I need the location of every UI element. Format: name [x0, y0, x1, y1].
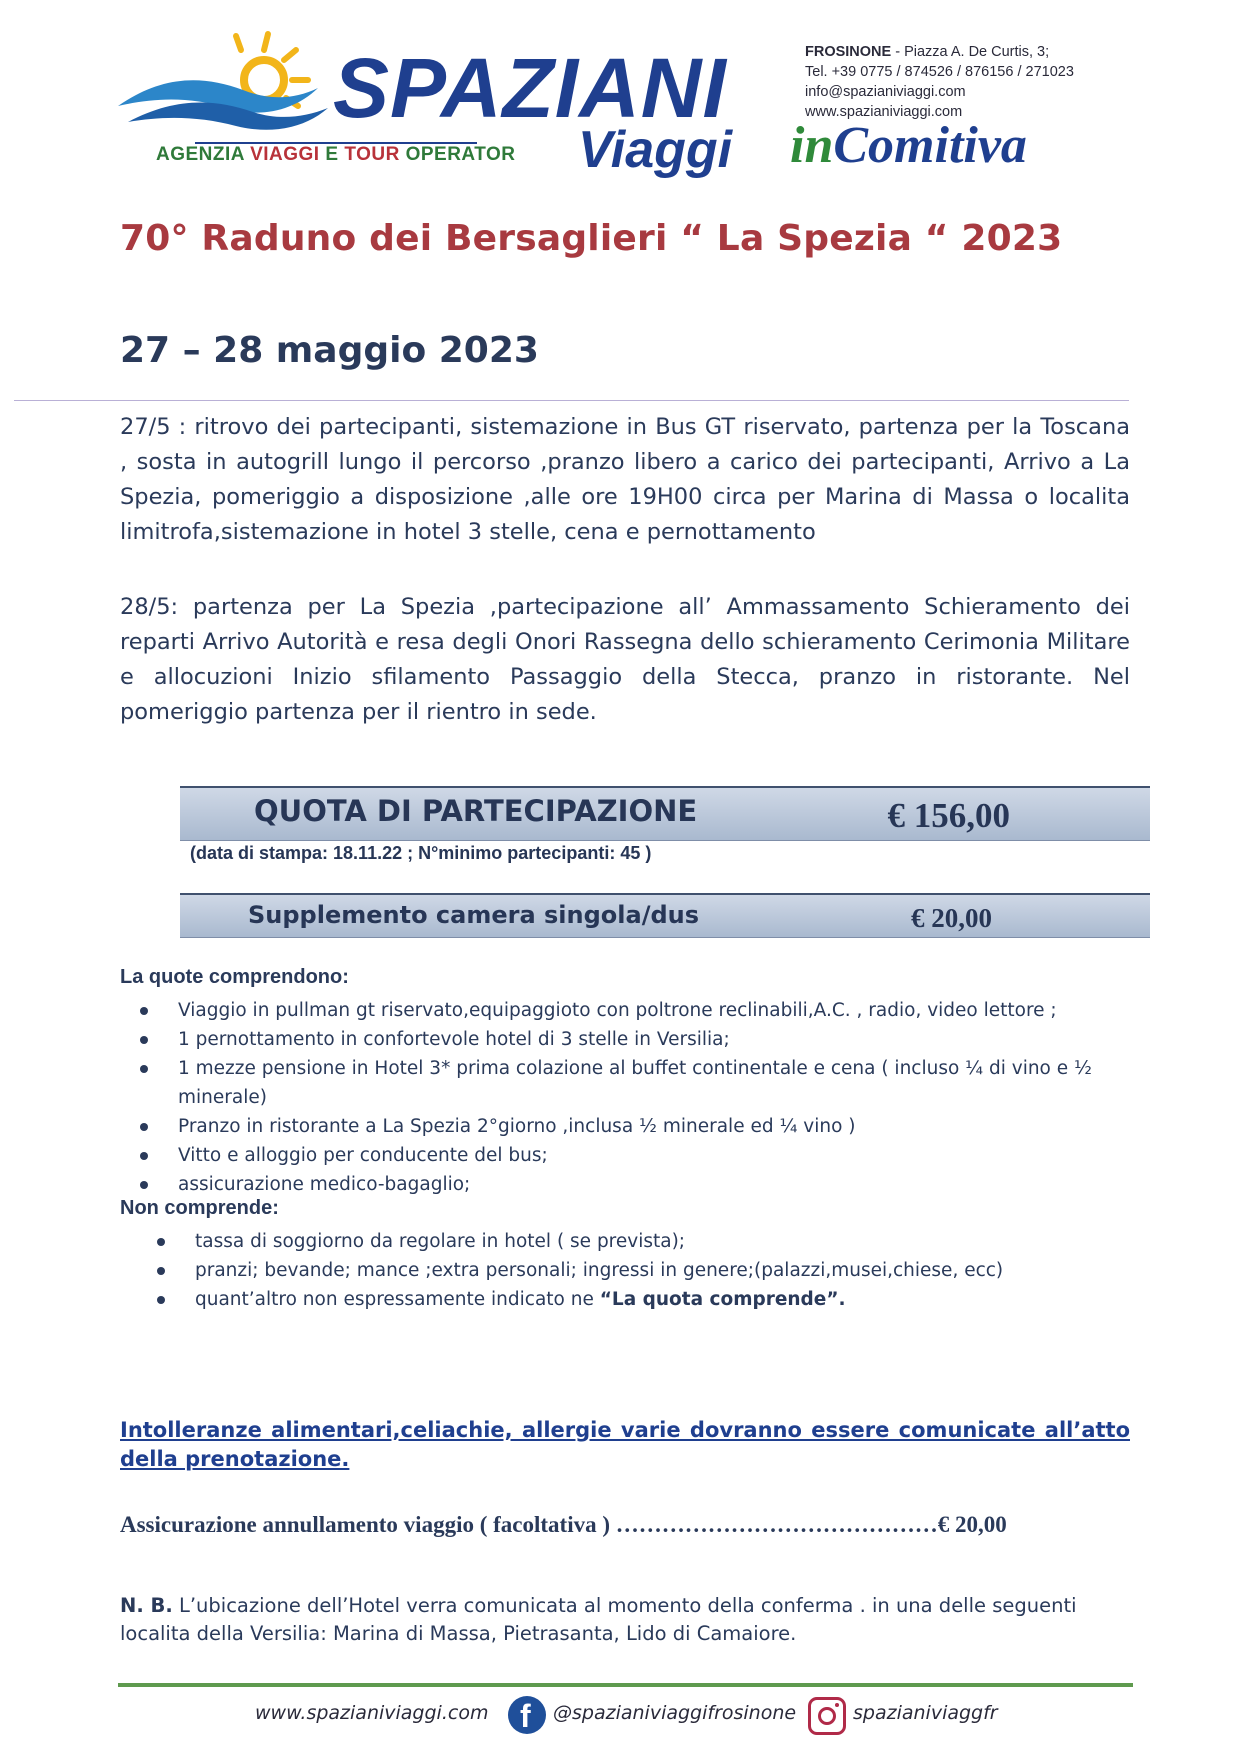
event-title: 70° Raduno dei Bersaglieri “ La Spezia “ 2023	[120, 218, 1063, 259]
contact-email[interactable]: info@spazianiviaggi.com	[805, 84, 966, 100]
tagline-underline	[195, 142, 477, 144]
footer-website[interactable]: www.spazianiviaggi.com	[255, 1702, 489, 1724]
list-item: 1 pernottamento in confortevole hotel di 3 stelle in Versilia;	[178, 1025, 1128, 1054]
excludes-heading: Non comprende:	[120, 1197, 279, 1219]
agency-logo	[118, 28, 733, 179]
footer-facebook[interactable]: @spazianiviaggifrosinone	[553, 1702, 797, 1724]
single-supplement-price: € 20,00	[911, 903, 992, 933]
includes-list	[178, 996, 1128, 1199]
stamp-note: (data di stampa: 18.11.22 ; N°minimo partecipanti: 45 )	[190, 843, 652, 863]
footer-divider	[118, 1683, 1133, 1687]
program-day1: 27/5 : ritrovo dei partecipanti, sistemazione in Bus GT riservato, partenza per la Toscana , sosta in autogrill lungo il percorso ,pranzo libero a carico dei partecipanti, Arrivo a La Spezia, pomeriggio a disposizione ,alle ore 19H00 circa per Marina di Massa o localita limitrofa,sistemazione in hotel 3 stelle, cena e pernottamento	[120, 414, 1130, 545]
list-item: Viaggio in pullman gt riservato,equipaggioto con poltrone reclinabili,A.C. , radio, video lettore ;	[178, 996, 1128, 1025]
quota-price: € 156,00	[887, 796, 1010, 835]
bullet-icon	[140, 1152, 148, 1160]
event-date: 27 – 28 maggio 2023	[120, 330, 539, 371]
list-item: tassa di soggiorno da regolare in hotel ( se prevista);	[195, 1227, 1125, 1256]
quota-label: QUOTA DI PARTECIPAZIONE	[254, 794, 698, 828]
allergy-note: Intolleranze alimentari,celiachie, allergie varie dovranno essere comunicate all’atto della prenotazione.	[120, 1418, 1130, 1471]
agency-tagline: AGENZIA VIAGGI E TOUR OPERATOR	[156, 144, 516, 165]
nb-note: N. B. L’ubicazione dell’Hotel verra comunicata al momento della conferma . in una delle seguenti localita della Versilia: Marina di Massa, Pietrasanta, Lido di Camaiore.	[120, 1594, 1077, 1645]
bullet-icon	[140, 1007, 148, 1015]
bullet-icon	[140, 1065, 148, 1073]
facebook-icon[interactable]: f	[508, 1696, 546, 1734]
insurance-price: € 20,00	[937, 1512, 1007, 1537]
includes-heading: La quote comprendono:	[120, 966, 349, 988]
list-item: pranzi; bevande; mance ;extra personali; ingressi in genere;(palazzi,musei,chiese, ecc)	[195, 1256, 1125, 1285]
insurance-label: Assicurazione annullamento viaggio ( facoltativa )	[120, 1512, 616, 1537]
bullet-icon	[140, 1036, 148, 1044]
brand-subname: Viaggi	[578, 121, 733, 179]
footer-instagram[interactable]: spazianiviaggfr	[853, 1702, 998, 1724]
list-item: 1 mezze pensione in Hotel 3* prima colazione al buffet continentale e cena ( incluso ¼ di vino e ½ minerale)	[178, 1054, 1128, 1112]
single-supplement-label: Supplemento camera singola/dus	[248, 901, 700, 929]
contact-address: FROSINONE - Piazza A. De Curtis, 3;	[805, 44, 1050, 60]
bullet-icon	[140, 1123, 148, 1131]
contact-phone: Tel. +39 0775 / 874526 / 876156 / 271023	[805, 64, 1074, 80]
bullet-icon	[157, 1238, 165, 1246]
insurance-line	[120, 1512, 1007, 1538]
list-item: assicurazione medico-bagaglio;	[178, 1170, 1128, 1199]
instagram-icon[interactable]	[808, 1697, 846, 1735]
insurance-dots: ……………………………………	[615, 1512, 938, 1537]
quota-bar	[180, 786, 1150, 841]
divider	[14, 400, 1129, 401]
list-item: Pranzo in ristorante a La Spezia 2°giorno ,inclusa ½ minerale ed ¼ vino )	[178, 1112, 1128, 1141]
excludes-list	[195, 1227, 1125, 1314]
contact-website[interactable]: www.spazianiviaggi.com	[805, 104, 963, 120]
list-item: quant’altro non espressamente indicato ne “La quota comprende”.	[195, 1285, 1125, 1314]
brand-name: SPAZIANI	[333, 41, 727, 135]
bullet-icon	[157, 1296, 165, 1304]
sun-waves-logo-icon	[118, 28, 358, 138]
program-day2: 28/5: partenza per La Spezia ,partecipazione all’ Ammassamento Schieramento dei reparti Arrivo Autorità e resa degli Onori Rassegna dello schieramento Cerimonia Militare e allocuzioni Inizio sfilamento Passaggio della Stecca, pranzo in ristorante. Nel pomeriggio partenza per il rientro in sede.	[120, 594, 1130, 725]
incomitiva-logo: inComitiva	[790, 117, 1027, 174]
bullet-icon	[140, 1181, 148, 1189]
list-item: Vitto e alloggio per conducente del bus;	[178, 1141, 1128, 1170]
bullet-icon	[157, 1267, 165, 1275]
single-supplement-bar	[180, 893, 1150, 938]
contact-block	[805, 42, 1074, 122]
